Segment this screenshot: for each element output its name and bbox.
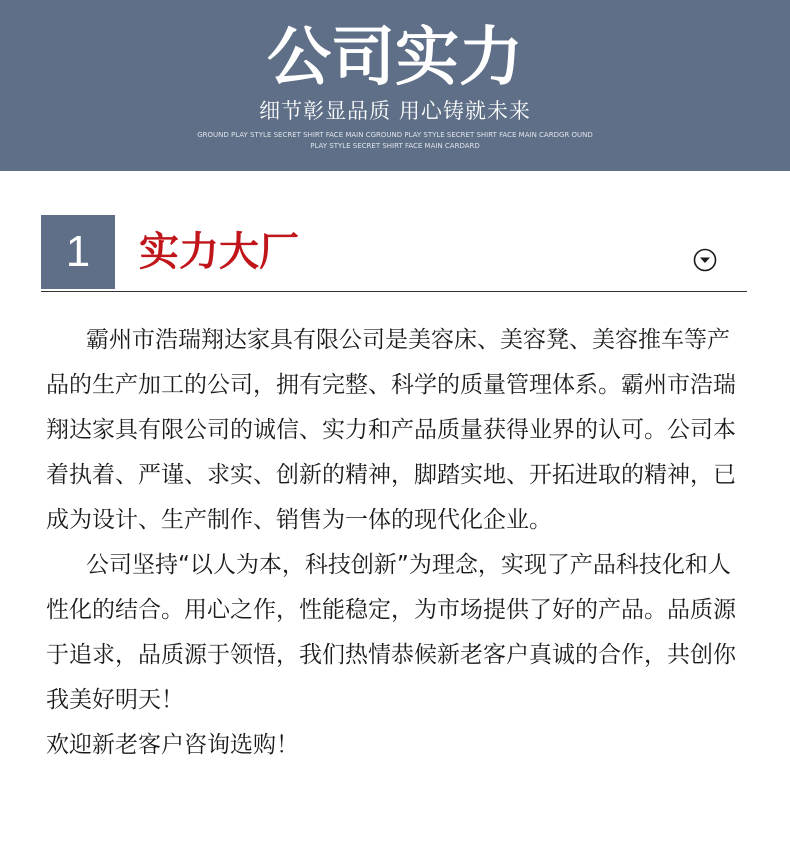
paragraph-philosophy: 公司坚持“以人为本，科技创新”为理念，实现了产品科技化和人性化的结合。用心之作，性能稳定，为市场提供了好的产品。品质源于追求，品质源于领悟，我们热情恭候新老客户真诚的合作，共创你我美好明天！: [46, 552, 736, 713]
banner-tagline: GROUND PLAY STYLE SECRET SHIRT FACE MAIN CGROUND PLAY STYLE SECRET SHIRT FACE MAIN CARDGR OUND PLAY STYLE SECRET SHIRT FACE MAIN CARDARD: [197, 131, 593, 150]
expand-button[interactable]: [693, 248, 717, 272]
chevron-down-circle-icon: [693, 248, 717, 272]
section-header: [41, 215, 747, 292]
paragraph-welcome: 欢迎新老客户咨询选购！: [46, 732, 299, 758]
banner-title: 公司实力: [267, 21, 523, 95]
header-banner: [0, 0, 790, 171]
section-number: 1: [41, 215, 115, 289]
section-title: 实力大厂: [139, 229, 299, 275]
company-description: [46, 318, 746, 768]
banner-subtitle: 细节彰显品质 用心铸就未来: [259, 99, 531, 123]
paragraph-intro: 霸州市浩瑞翔达家具有限公司是美容床、美容凳、美容推车等产品的生产加工的公司，拥有完整、科学的质量管理体系。霸州市浩瑞翔达家具有限公司的诚信、实力和产品质量获得业界的认可。公司本着执着、严谨、求实、创新的精神，脚踏实地、开拓进取的精神，已成为设计、生产制作、销售为一体的现代化企业。: [46, 327, 736, 533]
